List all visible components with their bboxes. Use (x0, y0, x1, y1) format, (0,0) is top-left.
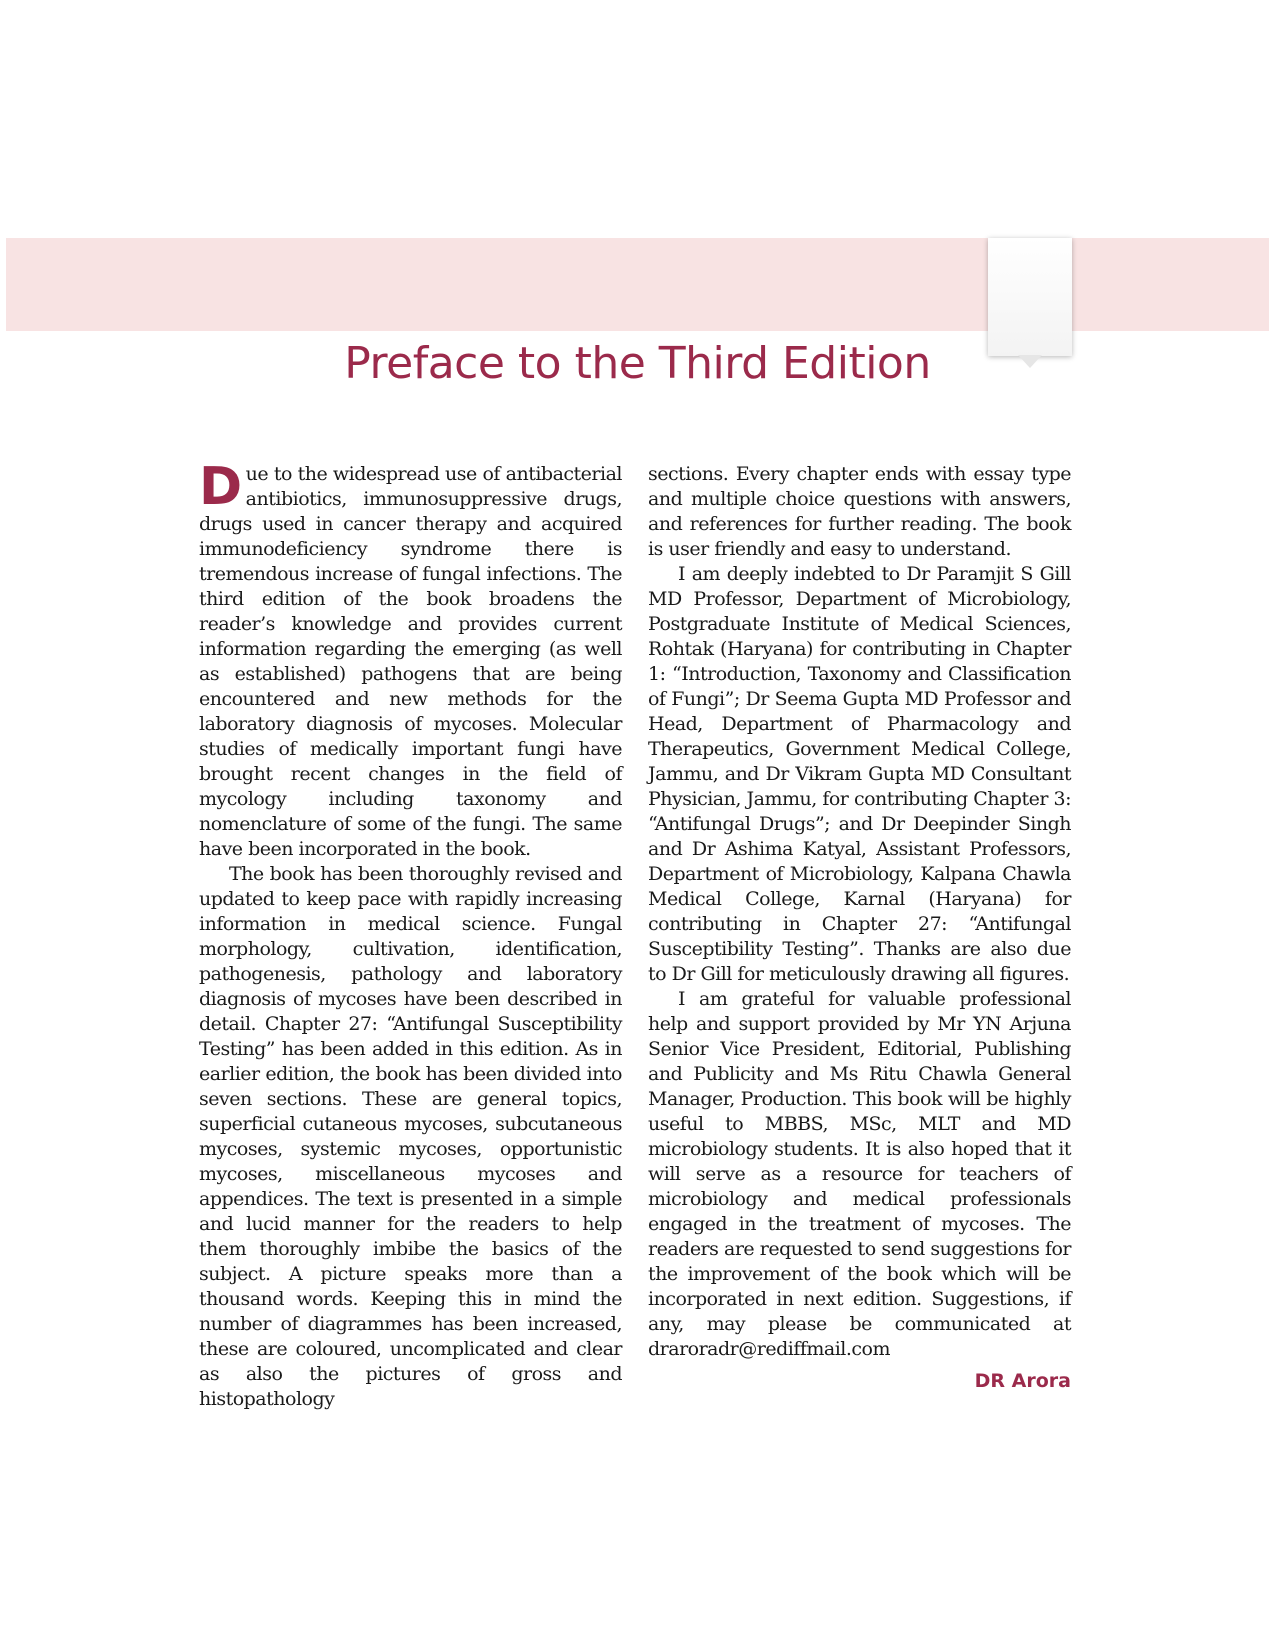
right-column (648, 462, 1071, 1362)
paragraph-3: I am deeply indebted to Dr Paramjit S Gill MD Professor, Department of Microbiology, Postgraduate Institute of Medical Sciences, Rohtak (Haryana) for contributing in Chapter 1: “Introduction, Taxonomy and Classification of Fungi”; Dr Seema Gupta MD Professor and Head, Department of Pharmacology and Therapeutics, Government Medical College, Jammu, and Dr Vikram Gupta MD Consultant Physician, Jammu, for contributing Chapter 3: “Antifungal Drugs”; and Dr Deepinder Singh and Dr Ashima Katyal, Assistant Professors, Department of Microbiology, Kalpana Chawla Medical College, Karnal (Haryana) for contributing in Chapter 27: “Antifungal Susceptibility Testing”. Thanks are also due to Dr Gill for meticulously drawing all figures. (648, 563, 1071, 985)
header-band (6, 238, 1269, 331)
paragraph-2-continued: sections. Every chapter ends with essay type and multiple choice questions with answers, and references for further reading. The book is user friendly and easy to understand. (648, 463, 1071, 560)
paragraph-1 (199, 457, 622, 862)
paragraph-2: The book has been thoroughly revised and updated to keep pace with rapidly increasing information in medical science. Fungal morphology, cultivation, identification, pathogenesis, pathology and laboratory diagnosis of mycoses have been described in detail. Chapter 27: “Antifungal Susceptibility Testing” has been added in this edition. As in earlier edition, the book has been divided into seven sections. These are general topics, superficial cutaneous mycoses, subcutaneous mycoses, systemic mycoses, opportunistic mycoses, miscellaneous mycoses and appendices. The text is presented in a simple and lucid manner for the readers to help them thoroughly imbibe the basics of the subject. A picture speaks more than a thousand words. Keeping this in mind the number of diagrammes has been increased, these are coloured, uncomplicated and clear as also the pictures of gross and histopathology (199, 863, 622, 1410)
left-column (199, 457, 622, 1412)
paragraph-4: I am grateful for valuable professional help and support provided by Mr YN Arjuna Senior Vice President, Editorial, Publishing and Publicity and Ms Ritu Chawla General Manager, Production. This book will be highly useful to MBBS, MSc, MLT and MD microbiology students. It is also hoped that it will serve as a resource for teachers of microbiology and medical professionals engaged in the treatment of mycoses. The readers are requested to send suggestions for the improvement of the book which will be incorporated in next edition. Suggestions, if any, may please be communicated at draroradr@rediffmail.com (648, 988, 1071, 1360)
author-signature: DR Arora (974, 1370, 1071, 1392)
drop-cap: D (199, 457, 242, 517)
paragraph-1-text: ue to the widespread use of antibacterial antibiotics, immunosuppressive drugs, drugs used in cancer therapy and acquired immunodeficiency syndrome there is tremendous increase of fungal infections. The third edition of the book broadens the reader’s knowledge and provides current information regarding the emerging (as well as established) pathogens that are being encountered and new methods for the laboratory diagnosis of mycoses. Molecular studies of medically important fungi have brought recent changes in the field of mycology including taxonomy and nomenclature of some of the fungi. The same have been incorporated in the book. (199, 463, 622, 860)
page-title: Preface to the Third Edition (344, 338, 931, 389)
